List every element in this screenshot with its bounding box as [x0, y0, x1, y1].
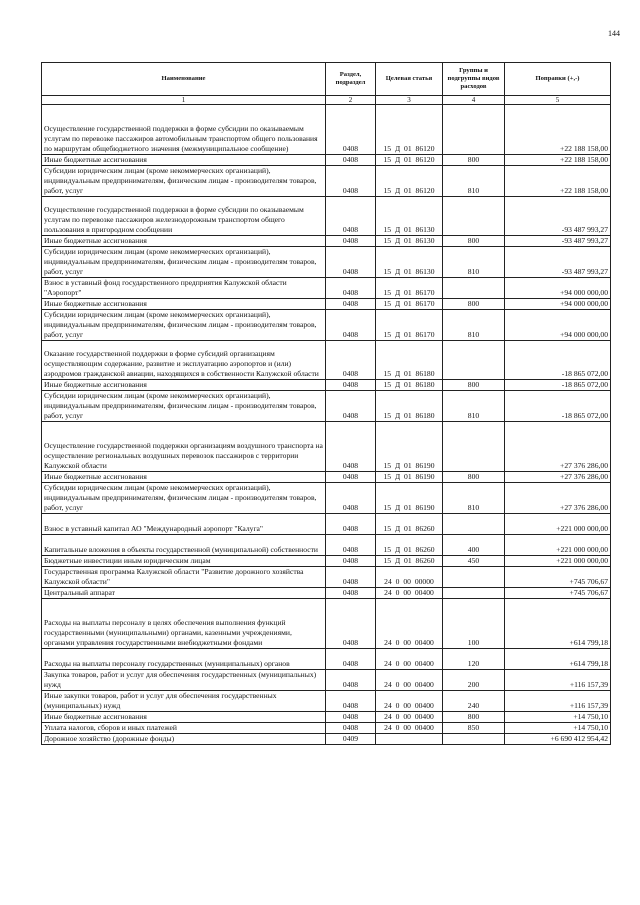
table-row: [42, 649, 611, 670]
row-name: Оказание государственной поддержки в форме субсидий организациям осуществляющим содержание, развитие и эксплуатацию аэропортов и (или) аэродромов гражданской авиации, находящихся в собственности Калужской области: [42, 341, 326, 380]
row-group: 800: [443, 472, 505, 483]
column-number-row: [42, 96, 611, 105]
table-row: [42, 341, 611, 380]
row-target: 15 Д 01 86170: [376, 278, 443, 299]
row-name: Иные закупки товаров, работ и услуг для обеспечения государственных (муниципальных) нужд: [42, 691, 326, 712]
row-section: 0408: [326, 341, 376, 380]
row-target: 24 0 00 00400: [376, 691, 443, 712]
row-target: 15 Д 01 86130: [376, 236, 443, 247]
row-section: 0408: [326, 299, 376, 310]
row-amount: +94 000 000,00: [505, 310, 611, 341]
row-amount: +14 750,10: [505, 723, 611, 734]
row-section: 0408: [326, 599, 376, 649]
table-row: [42, 278, 611, 299]
column-number: 5: [505, 96, 611, 105]
row-section: 0408: [326, 670, 376, 691]
row-section: 0408: [326, 567, 376, 588]
table-row: [42, 422, 611, 472]
row-target: 15 Д 01 86120: [376, 155, 443, 166]
row-section: 0408: [326, 535, 376, 556]
row-name: Взнос в уставный капитал АО "Международный аэропорт "Калуга": [42, 514, 326, 535]
row-name: Иные бюджетные ассигнования: [42, 472, 326, 483]
row-name: Иные бюджетные ассигнования: [42, 712, 326, 723]
row-target: 15 Д 01 86190: [376, 483, 443, 514]
row-group: 100: [443, 599, 505, 649]
table-row: [42, 247, 611, 278]
row-target: 15 Д 01 86120: [376, 105, 443, 155]
table-row: [42, 391, 611, 422]
row-name: Субсидии юридическим лицам (кроме некоммерческих организаций), индивидуальным предпринимателям, физическим лицам - производителям товаров, работ, услуг: [42, 391, 326, 422]
row-amount: +745 706,67: [505, 567, 611, 588]
table-row: [42, 723, 611, 734]
row-group: 800: [443, 380, 505, 391]
row-group: 240: [443, 691, 505, 712]
row-group: [443, 278, 505, 299]
column-number: 3: [376, 96, 443, 105]
row-name: Закупка товаров, работ и услуг для обеспечения государственных (муниципальных) нужд: [42, 670, 326, 691]
table-row: [42, 712, 611, 723]
row-target: 24 0 00 00400: [376, 649, 443, 670]
row-group: 450: [443, 556, 505, 567]
row-amount: +27 376 286,00: [505, 483, 611, 514]
row-amount: +221 000 000,00: [505, 535, 611, 556]
row-section: 0409: [326, 734, 376, 745]
row-name: Государственная программа Калужской области "Развитие дорожного хозяйства Калужской области": [42, 567, 326, 588]
row-section: 0408: [326, 310, 376, 341]
row-section: 0408: [326, 514, 376, 535]
row-group: [443, 588, 505, 599]
row-name: Субсидии юридическим лицам (кроме некоммерческих организаций), индивидуальным предпринимателям, физическим лицам - производителям товаров, работ, услуг: [42, 247, 326, 278]
row-amount: +22 188 158,00: [505, 105, 611, 155]
row-name: Взнос в уставный фонд государственного предприятия Калужской области "Аэропорт": [42, 278, 326, 299]
row-amount: +27 376 286,00: [505, 472, 611, 483]
row-target: 15 Д 01 86130: [376, 197, 443, 236]
table-row: [42, 599, 611, 649]
row-name: Иные бюджетные ассигнования: [42, 380, 326, 391]
row-section: 0408: [326, 691, 376, 712]
page-number: 144: [608, 29, 620, 38]
row-amount: +14 750,10: [505, 712, 611, 723]
row-group: 200: [443, 670, 505, 691]
column-number: 4: [443, 96, 505, 105]
row-amount: +22 188 158,00: [505, 166, 611, 197]
row-group: 400: [443, 535, 505, 556]
row-section: 0408: [326, 236, 376, 247]
table-row: [42, 514, 611, 535]
table-row: [42, 299, 611, 310]
row-group: [443, 341, 505, 380]
row-target: 15 Д 01 86130: [376, 247, 443, 278]
row-target: 15 Д 01 86190: [376, 422, 443, 472]
row-section: 0408: [326, 588, 376, 599]
row-group: 810: [443, 391, 505, 422]
row-group: [443, 105, 505, 155]
row-section: 0408: [326, 649, 376, 670]
row-name: Расходы на выплаты персоналу в целях обеспечения выполнения функций государственными (муниципальными) органами, казенными учреждениями, органами управления государственными внебюджетными фондами: [42, 599, 326, 649]
row-section: 0408: [326, 247, 376, 278]
row-section: 0408: [326, 483, 376, 514]
row-name: Центральный аппарат: [42, 588, 326, 599]
row-amount: +221 000 000,00: [505, 556, 611, 567]
table-row: [42, 670, 611, 691]
row-name: Иные бюджетные ассигнования: [42, 155, 326, 166]
row-target: 15 Д 01 86180: [376, 380, 443, 391]
row-target: 15 Д 01 86170: [376, 310, 443, 341]
row-name: Расходы на выплаты персоналу государственных (муниципальных) органов: [42, 649, 326, 670]
row-section: 0408: [326, 723, 376, 734]
row-name: Субсидии юридическим лицам (кроме некоммерческих организаций), индивидуальным предпринимателям, физическим лицам - производителям товаров, работ, услуг: [42, 166, 326, 197]
row-section: 0408: [326, 197, 376, 236]
row-group: 810: [443, 166, 505, 197]
row-target: 15 Д 01 86180: [376, 341, 443, 380]
row-target: 15 Д 01 86190: [376, 472, 443, 483]
row-target: 15 Д 01 86260: [376, 556, 443, 567]
header-name: Наименование: [42, 63, 326, 96]
table-header-row: [42, 63, 611, 96]
row-section: 0408: [326, 556, 376, 567]
row-group: [443, 734, 505, 745]
header-amount: Поправки (+,-): [505, 63, 611, 96]
column-number: 1: [42, 96, 326, 105]
row-name: Осуществление государственной поддержки в форме субсидии по оказываемым услугам по перевозке пассажиров автомобильным транспортом общего пользования по маршрутам общебюджетного значения (межмуниципальное сообщение): [42, 105, 326, 155]
row-group: 850: [443, 723, 505, 734]
row-section: 0408: [326, 472, 376, 483]
row-section: 0408: [326, 422, 376, 472]
row-name: Бюджетные инвестиции иным юридическим лицам: [42, 556, 326, 567]
row-group: 810: [443, 310, 505, 341]
row-section: 0408: [326, 278, 376, 299]
budget-table: [41, 62, 611, 745]
row-section: 0408: [326, 391, 376, 422]
row-group: 120: [443, 649, 505, 670]
table-row: [42, 483, 611, 514]
row-amount: -18 865 072,00: [505, 341, 611, 380]
row-section: 0408: [326, 105, 376, 155]
row-group: [443, 422, 505, 472]
row-group: 810: [443, 247, 505, 278]
row-target: 24 0 00 00400: [376, 588, 443, 599]
row-section: 0408: [326, 380, 376, 391]
row-section: 0408: [326, 712, 376, 723]
table-row: [42, 472, 611, 483]
table-row: [42, 155, 611, 166]
row-name: Капитальные вложения в объекты государственной (муниципальной) собственности: [42, 535, 326, 556]
table-row: [42, 236, 611, 247]
row-amount: -93 487 993,27: [505, 197, 611, 236]
row-target: 15 Д 01 86260: [376, 535, 443, 556]
row-amount: -93 487 993,27: [505, 247, 611, 278]
row-target: 24 0 00 00400: [376, 670, 443, 691]
row-amount: -18 865 072,00: [505, 380, 611, 391]
table-row: [42, 588, 611, 599]
row-amount: +221 000 000,00: [505, 514, 611, 535]
row-amount: +614 799,18: [505, 599, 611, 649]
row-group: 800: [443, 155, 505, 166]
row-group: 810: [443, 483, 505, 514]
row-target: 24 0 00 00400: [376, 599, 443, 649]
row-target: 15 Д 01 86120: [376, 166, 443, 197]
table-row: [42, 166, 611, 197]
row-name: Осуществление государственной поддержки в форме субсидии по оказываемым услугам по перевозке пассажиров железнодорожным транспортом общего пользования в пригородном сообщении: [42, 197, 326, 236]
row-name: Осуществление государственной поддержки организациям воздушного транспорта на осуществление региональных воздушных перевозок пассажиров с территории Калужской области: [42, 422, 326, 472]
header-section: Раздел, подраздел: [326, 63, 376, 96]
row-amount: +22 188 158,00: [505, 155, 611, 166]
table-row: [42, 556, 611, 567]
table-row: [42, 380, 611, 391]
table-row: [42, 734, 611, 745]
row-amount: -93 487 993,27: [505, 236, 611, 247]
row-target: 24 0 00 00000: [376, 567, 443, 588]
table-row: [42, 310, 611, 341]
row-amount: +116 157,39: [505, 670, 611, 691]
row-name: Уплата налогов, сборов и иных платежей: [42, 723, 326, 734]
row-name: Дорожное хозяйство (дорожные фонды): [42, 734, 326, 745]
header-group: Группы и подгруппы видов расходов: [443, 63, 505, 96]
row-target: [376, 734, 443, 745]
column-number: 2: [326, 96, 376, 105]
row-target: 24 0 00 00400: [376, 723, 443, 734]
row-target: 15 Д 01 86180: [376, 391, 443, 422]
row-target: 15 Д 01 86170: [376, 299, 443, 310]
row-amount: +27 376 286,00: [505, 422, 611, 472]
row-amount: +94 000 000,00: [505, 299, 611, 310]
row-section: 0408: [326, 166, 376, 197]
row-name: Иные бюджетные ассигнования: [42, 299, 326, 310]
row-target: 24 0 00 00400: [376, 712, 443, 723]
row-name: Иные бюджетные ассигнования: [42, 236, 326, 247]
row-amount: +94 000 000,00: [505, 278, 611, 299]
row-amount: +614 799,18: [505, 649, 611, 670]
row-group: 800: [443, 236, 505, 247]
row-group: [443, 197, 505, 236]
row-section: 0408: [326, 155, 376, 166]
row-name: Субсидии юридическим лицам (кроме некоммерческих организаций), индивидуальным предпринимателям, физическим лицам - производителям товаров, работ, услуг: [42, 483, 326, 514]
row-target: 15 Д 01 86260: [376, 514, 443, 535]
row-amount: +745 706,67: [505, 588, 611, 599]
table-row: [42, 567, 611, 588]
header-target: Целевая статья: [376, 63, 443, 96]
table-row: [42, 197, 611, 236]
row-amount: +6 690 412 954,42: [505, 734, 611, 745]
row-group: 800: [443, 299, 505, 310]
table-row: [42, 691, 611, 712]
table-row: [42, 535, 611, 556]
row-amount: +116 157,39: [505, 691, 611, 712]
row-group: [443, 514, 505, 535]
table-row: [42, 105, 611, 155]
row-group: 800: [443, 712, 505, 723]
row-amount: -18 865 072,00: [505, 391, 611, 422]
row-group: [443, 567, 505, 588]
row-name: Субсидии юридическим лицам (кроме некоммерческих организаций), индивидуальным предпринимателям, физическим лицам - производителям товаров, работ, услуг: [42, 310, 326, 341]
table-body: [42, 105, 611, 745]
